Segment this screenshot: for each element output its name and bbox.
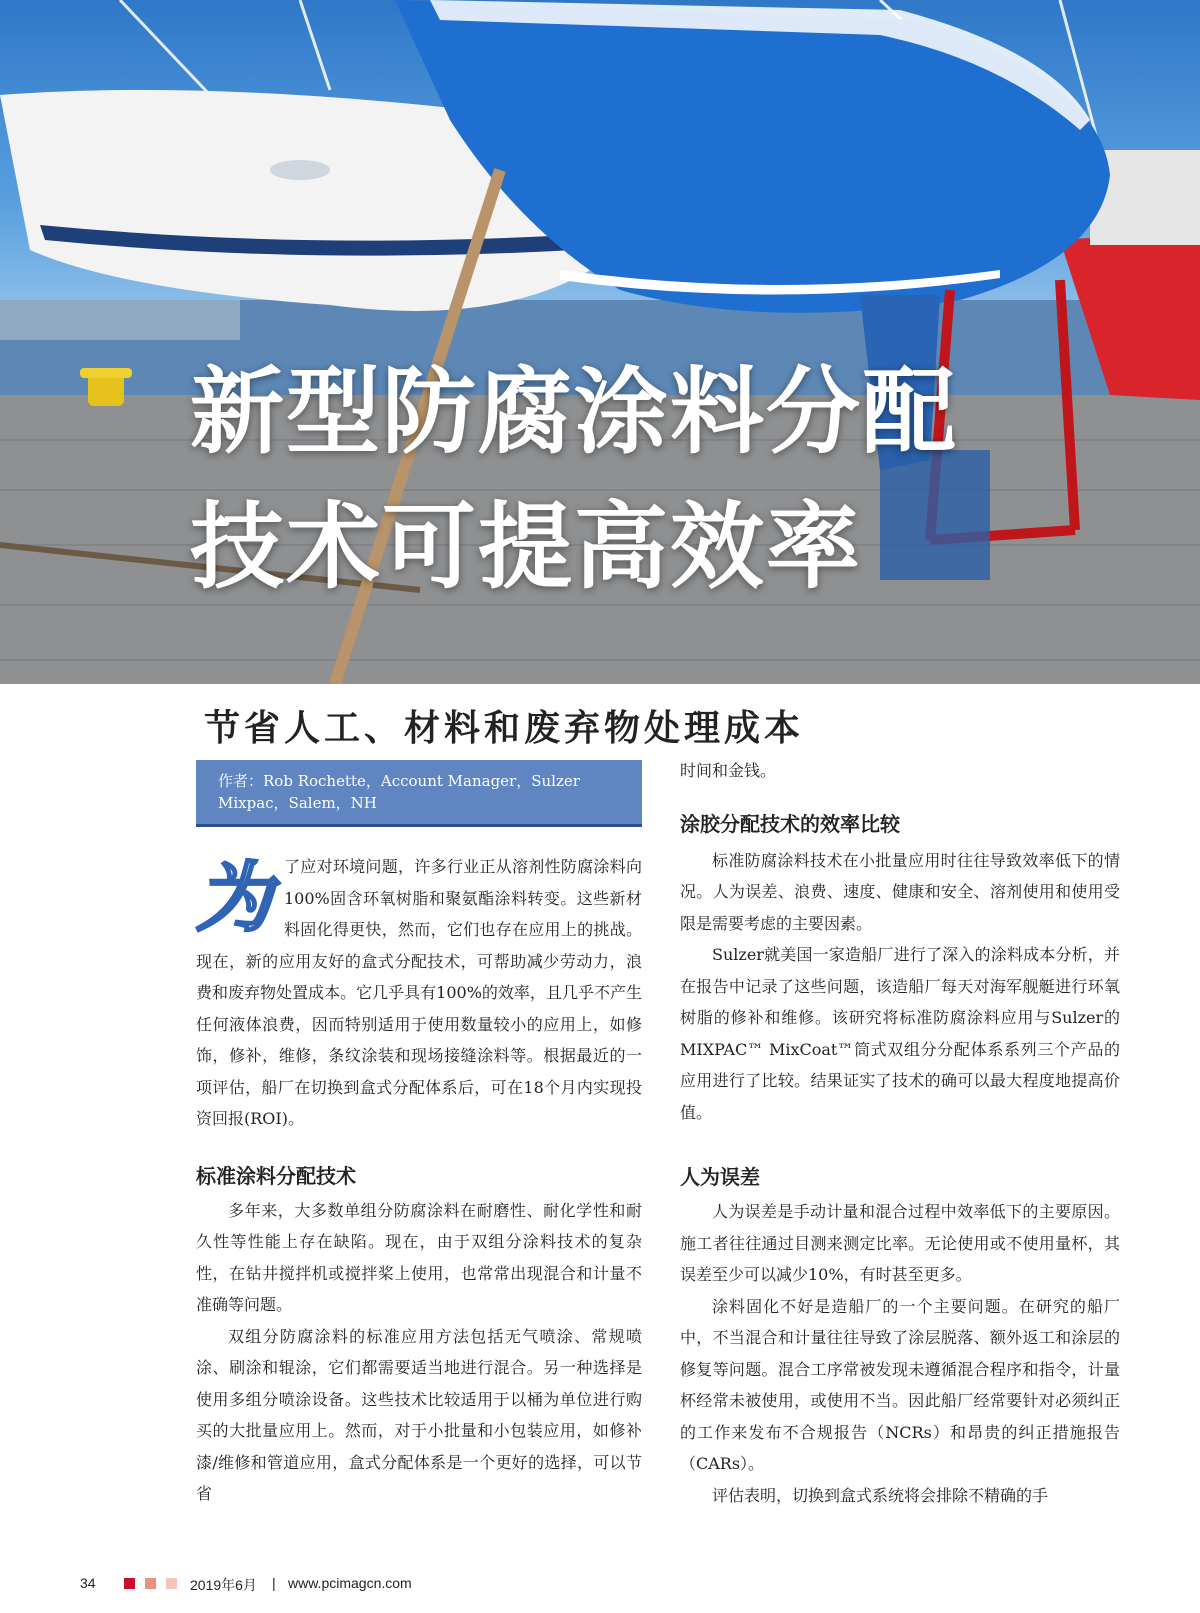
heading-human-error: 人为误差 [680,1165,760,1189]
article-title [190,345,1190,615]
footer-square-pink [166,1578,177,1589]
hero-photo [0,0,1200,684]
intro-block [196,851,642,1135]
title-line-1: 新型防腐涂料分配 [190,358,959,467]
paragraph-standard-1: 多年来，大多数单组分防腐涂料在耐磨性、耐化学性和耐久性等性能上存在缺陷。现在，由于双组分涂料技术的复杂性，在钻井搅拌机或搅拌桨上使用，也常常出现混合和计量不准确等问题。 [196,1200,642,1314]
heading-standard-dispensing: 标准涂料分配技术 [196,1163,356,1188]
intro-paragraph: 了应对环境问题，许多行业正从溶剂性防腐涂料向100%固含环氧树脂和聚氨酯涂料转变。这些新材料固化得更快，然而，它们也存在应用上的挑战。现在，新的应用友好的盒式分配技术，可帮助减少劳动力，浪费和废弃物处置成本。它几乎具有100%的效率，且几乎不产生任何液体浪费，因而特别适用于使用数量较小的应用上，如修饰，修补，维修，条纹涂装和现场接缝涂料等。根据最近的一项评估，船厂在切换到盒式分配体系后，可在18个月内实现投资回报(ROI)。 [196,857,642,1128]
title-line-2: 技术可提高效率 [190,493,863,602]
paragraph-efficiency-1: 标准防腐涂料技术在小批量应用时往往导致效率低下的情况。人为误差、浪费、速度、健康和安全、溶剂使用和使用受限是需要考虑的主要因素。 [680,850,1120,933]
dropcap: 为 [196,853,272,942]
footer-square-red [124,1578,135,1589]
paragraph-efficiency-2: Sulzer就美国一家造船厂进行了深入的涂料成本分析，并在报告中记录了这些问题，该造船厂每天对海军舰艇进行环氧树脂的修补和维修。该研究将标准防腐涂料应用与Sulzer的MIXPAC™ MixCoat™筒式双组分分配体系系列三个产品的应用进行了比较。结果证实了技术的确可以最大程度地提高价值。 [680,945,1120,1122]
page-footer [0,1575,1200,1599]
paragraph-error-3: 评估表明，切换到盒式系统将会排除不精确的手 [712,1485,1049,1505]
right-column [680,755,1120,1511]
article-subtitle: 节省人工、材料和废弃物处理成本 [204,708,805,749]
paragraph-error-2: 涂料固化不好是造船厂的一个主要问题。在研究的船厂中，不当混合和计量往往导致了涂层脱落、额外返工和涂层的修复等问题。混合工序常被发现未遵循混合程序和指令，计量杯经常未被使用，或使用不当。因此船厂经常要针对必须纠正的工作来发布不合规报告（NCRs）和昂贵的纠正措施报告（CARs）。 [680,1296,1120,1473]
paragraph-error-1: 人为误差是手动计量和混合过程中效率低下的主要原因。施工者往往通过目测来测定比率。无论使用或不使用量杯，其误差至少可以减少10%，有时甚至更多。 [680,1202,1120,1284]
left-column [196,760,642,1510]
footer-square-salmon [145,1578,156,1589]
paragraph-standard-2: 双组分防腐涂料的标准应用方法包括无气喷涂、常规喷涂、刷涂和辊涂，它们都需要适当地进行混合。另一种选择是使用多组分喷涂设备。这些技术比较适用于以桶为单位进行购买的大批量应用上。然而，对于小批量和小包装应用，如修补漆/维修和管道应用，盒式分配体系是一个更好的选择，可以节省 [196,1326,642,1503]
issue-date: 2019年6月 [190,1577,257,1593]
heading-efficiency-comparison: 涂胶分配技术的效率比较 [680,811,900,836]
footer-separator: | [272,1575,276,1591]
continued-text: 时间和金钱。 [680,761,777,780]
author-box: 作者：Rob Rochette，Account Manager，Sulzer Mixpac，Salem，NH [196,760,642,827]
website-url: www.pcimagcn.com [288,1575,412,1591]
page-number: 34 [80,1575,96,1591]
